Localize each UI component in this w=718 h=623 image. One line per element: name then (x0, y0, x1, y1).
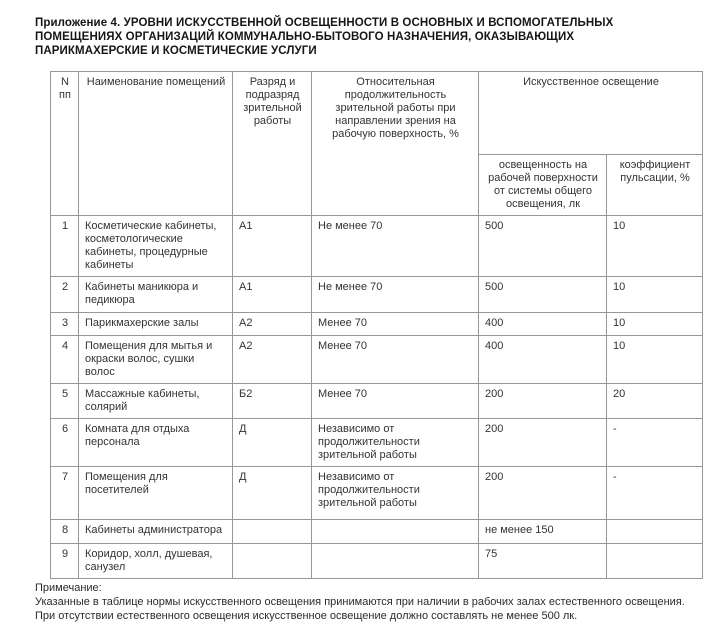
cell-grade: Д (233, 467, 312, 520)
col-header-number: N пп (51, 72, 79, 216)
cell-grade: А1 (233, 216, 312, 277)
table-row (51, 336, 703, 384)
cell-n: 7 (51, 467, 79, 520)
note-text: Указанные в таблице нормы искусственного освещения принимаются при наличии в рабочих залах естественного освещения. При отсутствии естественного освещения искусственное освещение должно составлять не менее 500 лк. (35, 596, 685, 622)
cell-name: Кабинеты администратора (79, 520, 233, 544)
cell-name: Кабинеты маникюра и педикюра (79, 277, 233, 313)
cell-pulsation (607, 520, 703, 544)
col-header-pulsation: коэффициент пульсации, % (607, 155, 703, 216)
table-row (51, 544, 703, 579)
cell-name: Косметические кабинеты, косметологические кабинеты, процедурные кабинеты (79, 216, 233, 277)
document-title: Приложение 4. УРОВНИ ИСКУССТВЕННОЙ ОСВЕЩЕННОСТИ В ОСНОВНЫХ И ВСПОМОГАТЕЛЬНЫХ ПОМЕЩЕНИЯХ ОРГАНИЗАЦИЙ КОММУНАЛЬНО-БЫТОВОГО НАЗНАЧЕНИЯ, ОКАЗЫВАЮЩИХ ПАРИКМАХЕРСКИЕ И КОСМЕТИЧЕСКИЕ УСЛУГИ (35, 17, 614, 57)
cell-grade: А2 (233, 336, 312, 384)
cell-pulsation: - (607, 419, 703, 467)
cell-duration: Менее 70 (312, 336, 479, 384)
cell-illuminance: 200 (479, 467, 607, 520)
cell-illuminance: 75 (479, 544, 607, 579)
cell-n: 3 (51, 313, 79, 336)
cell-illuminance: 500 (479, 277, 607, 313)
cell-duration: Независимо от продолжительности зрительной работы (312, 467, 479, 520)
note-label: Примечание: (35, 582, 102, 594)
cell-grade (233, 544, 312, 579)
cell-illuminance: не менее 150 (479, 520, 607, 544)
cell-n: 6 (51, 419, 79, 467)
cell-pulsation: 10 (607, 216, 703, 277)
col-header-relative-duration: Относительная продолжительность зрительной работы при направлении зрения на рабочую поверхность, % (312, 72, 479, 216)
table-row (51, 467, 703, 520)
cell-pulsation: 20 (607, 384, 703, 419)
col-header-artificial-lighting-group: Искусственное освещение (479, 72, 703, 155)
lighting-levels-table (50, 71, 703, 579)
cell-grade: Д (233, 419, 312, 467)
table-header (51, 72, 703, 216)
cell-n: 8 (51, 520, 79, 544)
cell-grade: А1 (233, 277, 312, 313)
cell-illuminance: 400 (479, 313, 607, 336)
cell-n: 2 (51, 277, 79, 313)
cell-duration (312, 520, 479, 544)
table-row (51, 419, 703, 467)
header-row-main (51, 72, 703, 155)
table-row (51, 313, 703, 336)
col-header-room-name: Наименование помещений (79, 72, 233, 216)
cell-n: 5 (51, 384, 79, 419)
table-row (51, 384, 703, 419)
cell-pulsation: - (607, 467, 703, 520)
cell-illuminance: 500 (479, 216, 607, 277)
cell-duration: Не менее 70 (312, 216, 479, 277)
cell-duration: Не менее 70 (312, 277, 479, 313)
cell-pulsation: 10 (607, 313, 703, 336)
note-block (35, 581, 695, 623)
table-row (51, 216, 703, 277)
cell-name: Комната для отдыха персонала (79, 419, 233, 467)
cell-name: Коридор, холл, душевая, санузел (79, 544, 233, 579)
cell-n: 4 (51, 336, 79, 384)
table-row (51, 277, 703, 313)
cell-n: 1 (51, 216, 79, 277)
cell-name: Парикмахерские залы (79, 313, 233, 336)
cell-duration: Независимо от продолжительности зрительной работы (312, 419, 479, 467)
cell-name: Помещения для посетителей (79, 467, 233, 520)
col-header-illuminance: освещенность на рабочей поверхности от системы общего освещения, лк (479, 155, 607, 216)
col-header-visual-work-grade: Разряд и подразряд зрительной работы (233, 72, 312, 216)
cell-name: Массажные кабинеты, солярий (79, 384, 233, 419)
cell-grade: А2 (233, 313, 312, 336)
cell-name: Помещения для мытья и окраски волос, сушки волос (79, 336, 233, 384)
cell-illuminance: 200 (479, 419, 607, 467)
cell-grade: Б2 (233, 384, 312, 419)
cell-duration: Менее 70 (312, 313, 479, 336)
cell-pulsation: 10 (607, 277, 703, 313)
cell-illuminance: 400 (479, 336, 607, 384)
table-row (51, 520, 703, 544)
cell-duration: Менее 70 (312, 384, 479, 419)
cell-n: 9 (51, 544, 79, 579)
cell-illuminance: 200 (479, 384, 607, 419)
cell-grade (233, 520, 312, 544)
cell-duration (312, 544, 479, 579)
cell-pulsation (607, 544, 703, 579)
cell-pulsation: 10 (607, 336, 703, 384)
table-body (51, 216, 703, 579)
